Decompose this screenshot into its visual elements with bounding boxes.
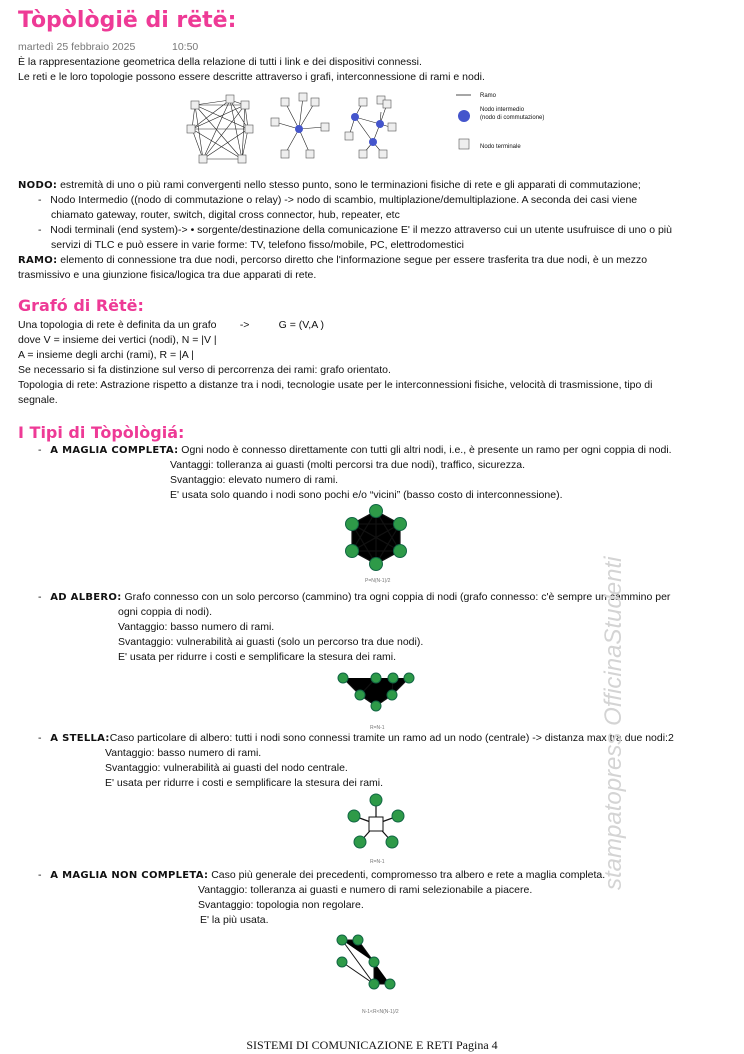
text-line: Svantaggio: elevato numero di rami. (170, 474, 339, 486)
albero: - AD ALBERO: Grafo connesso con un solo percorso (cammino) tra ogni coppia di nodi (grafo connesso: c'è sempre un cammino per (38, 591, 671, 603)
heading-grafo: Grafó di Rëtë: (18, 296, 144, 315)
text-line: Svantaggio: vulnerabilità ai guasti del nodo centrale. (105, 762, 348, 774)
list-item-cont: chiamato gateway, router, switch, digital cross connector, hub, repeater, etc (51, 209, 400, 221)
legend-intermedio: Nodo intermedio (480, 107, 525, 113)
text-line: Svantaggio: topologia non regolare. (198, 899, 364, 911)
text-line: Vantaggio: basso numero di rami. (105, 747, 262, 759)
full-mesh-diagram (340, 503, 412, 571)
nodo-definition: NODO: estremità di uno o più rami convergenti nello stesso punto, sono le terminazioni fisiche di rete e gli apparati di commutazione; (18, 179, 641, 191)
grafo-line: Topologia di rete: Astrazione rispetto a distanze tra i nodi, tecnologie usate per le interconnessioni fisiche, velocità di trasmissione, tipo di (18, 379, 653, 391)
topology-diagram (185, 92, 575, 167)
legend-terminale: Nodo terminale (480, 144, 521, 150)
maglia-completa: - A MAGLIA COMPLETA: Ogni nodo è connesso direttamente con tutti gli altri nodi, i.e., è presente un ramo per ogni coppia di nodi. (38, 444, 672, 456)
list-item: - Nodo Intermedio ((nodo di commutazione o relay) -> nodo di scambio, multiplazione/demultiplazione. A seconda dei casi viene (38, 194, 638, 206)
list-item: - Nodi terminali (end system)-> • sorgente/destinazione della comunicazione E' il mezzo attraverso cui un utente usufruisce di uno o più (38, 224, 672, 236)
ramo-definition: RAMO: elemento di connessione tra due nodi, percorso diretto che l'informazione segue per essere trasferita tra due nodi, è un mezzo (18, 254, 648, 266)
text-line: E' usata per ridurre i costi e semplificare la stesura dei rami. (105, 777, 384, 789)
caption: P=N(N-1)/2 (365, 578, 391, 584)
star-diagram (340, 792, 412, 856)
legend-intermedio-sub: (nodo di commutazione) (480, 115, 545, 121)
intro-line: È la rappresentazione geometrica della relazione di tutti i link e dei dispositivi connessi. (18, 56, 422, 68)
date: martedì 25 febbraio 2025 (18, 41, 136, 53)
tree-diagram (335, 668, 419, 712)
grafo-line: Una topologia di rete è definita da un grafo -> G = (V,A ) (18, 319, 325, 331)
text-line: ogni coppia di nodi). (118, 606, 212, 618)
grafo-line: A = insieme degli archi (rami), R = |A | (18, 349, 194, 361)
grafo-line: Se necessario si fa distinzione sul verso di percorrenza dei rami: grafo orientato. (18, 364, 391, 376)
grafo-line: dove V = insieme dei vertici (nodi), N = |V | (18, 334, 217, 346)
text-line: Vantaggio: basso numero di rami. (118, 621, 275, 633)
partial-mesh-diagram (330, 930, 420, 996)
ramo-definition-cont: trasmissivo e una giunzione fisica/logica tra due apparati di rete. (18, 269, 317, 281)
grafo-line: segnale. (18, 394, 58, 406)
text-line: E' usata solo quando i nodi sono pochi e/o “vicini” (basso costo di interconnessione). (170, 489, 563, 501)
time: 10:50 (172, 41, 199, 53)
page-footer: SISTEMI DI COMUNICAZIONE E RETI Pagina 4 (246, 1038, 498, 1052)
stella: - A STELLA:Caso particolare di albero: tutti i nodi sono connessi tramite un ramo ad un nodo (centrale) -> distanza max tra due nodi:2 (38, 732, 674, 744)
page-title: Tòpòlògië di rëtë: (18, 8, 237, 33)
text-line: E' la più usata. (200, 914, 269, 926)
text-line: Vantaggio: tolleranza ai guasti e numero di rami selezionabile a piacere. (198, 884, 533, 896)
maglia-non-completa: - A MAGLIA NON COMPLETA: Caso più generale dei precedenti, compromesso tra albero e rete a maglia completa. (38, 869, 606, 881)
watermark: stampatopress OfficinaStudenti (600, 556, 627, 890)
text-line: Vantaggi: tolleranza ai guasti (molti percorsi tra due nodi), traffico, sicurezza. (170, 459, 526, 471)
legend-ramo: Ramo (480, 93, 497, 99)
caption: N-1<R<N(N-1)/2 (362, 1009, 399, 1015)
caption: R=N-1 (370, 725, 385, 731)
text-line: Svantaggio: vulnerabilità ai guasti (solo un percorso tra due nodi). (118, 636, 424, 648)
intro-line: Le reti e le loro topologie possono essere descritte attraverso i grafi, interconnessione di rami e nodi. (18, 71, 485, 83)
text-line: E' usata per ridurre i costi e semplificare la stesura dei rami. (118, 651, 397, 663)
caption: R=N-1 (370, 859, 385, 865)
list-item-cont: servizi di TLC e può essere in varie forme: TV, telefono fisso/mobile, PC, elettrodomestici (51, 239, 464, 251)
heading-tipi: I Tipi di Tòpòlògiá: (18, 423, 185, 442)
